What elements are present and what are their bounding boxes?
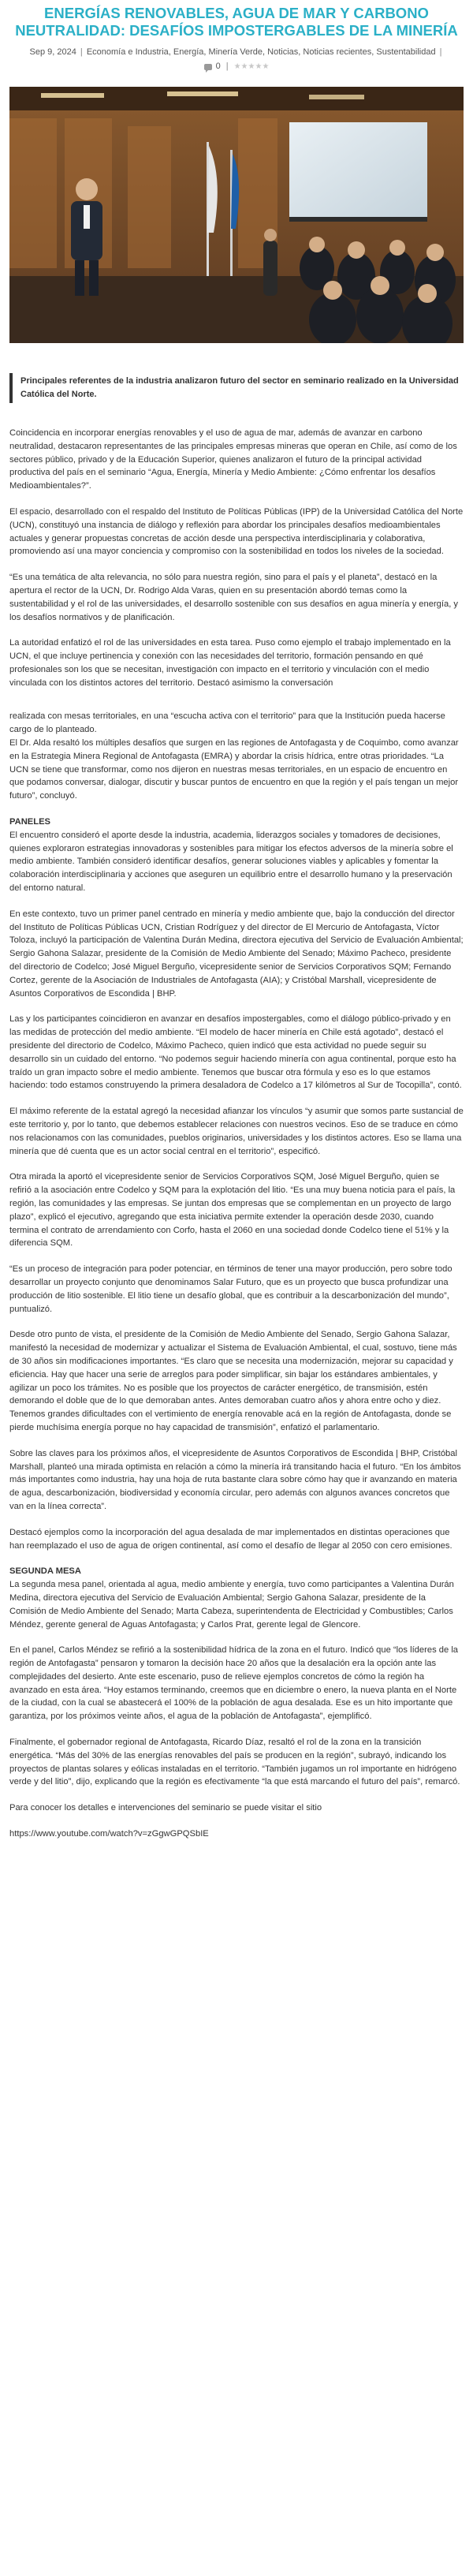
article-paragraph: realizada con mesas territoriales, en una “escucha activa con el territorio” para que la Institución pueda hacerse cargo de lo planteado. El Dr. Alda resaltó los múltiples desafíos que surgen en las regiones de Antofagasta y de Coquimbo, como avanzar en la Estrategia Minera Regional de Antofagasta (EMRA) y abordar la crisis hídrica, entre otras prioridades. “La UCN se tiene que transformar, como nos dijeron en nuestras mesas territoriales, en un espacio de encuentro en que podamos conversar, dialogar, discutir y buscar puntos de encuentro en que la región y el país tengan un mejor futuro”, concluyó. — [9, 711, 459, 801]
rating-stars[interactable]: ★★★★★ — [233, 62, 270, 72]
category-link[interactable]: Energía — [173, 47, 204, 57]
article-paragraph: Coincidencia en incorporar energías renovables y el uso de agua de mar, además de avanzar en carbono neutralidad, destacaron representantes de las principales empresas mineras que operan en Chile, así como de los sectores público, privado y de la Educación Superior, quienes analizaron el futuro de la principal actividad productiva del país en el seminario “Agua, Energía, Minería y Medio Ambiente: ¿Cómo enfrentar los desafíos Medioambientales?”. — [9, 427, 457, 491]
comment-count[interactable]: 0 — [215, 62, 221, 72]
image-caption: Principales referentes de la industria analizaron futuro del sector en seminario realizado en la Universidad Católica del Norte. — [9, 373, 464, 403]
article-paragraph: El espacio, desarrollado con el respaldo del Instituto de Políticas Públicas (IPP) de la Universidad Católica del Norte (UCN), constituyó una instancia de diálogo y reflexión para abordar los principales desafíos medioambientales actuales y generar propuestas concretas de acción desde una perspectiva interdisciplinaria y colaborativa, promoviendo así una mayor conciencia y compromiso con la sostenibilidad en todos los niveles de la sociedad. — [9, 506, 464, 557]
meta-row-1: Sep 9, 2024 | Economía e Industria, Energía, Minería Verde, Noticias, Noticias recientes, Sustentabilidad | — [29, 47, 442, 57]
article-paragraph: En este contexto, tuvo un primer panel centrado en minería y medio ambiente que, bajo la conducción del director del Instituto de Políticas Públicas UCN, Cristian Rodríguez y del director de El Mercurio de Antofagasta, Víctor Toloza, incluyó la participación de Valentina Durán Medina, directora ejecutiva del Servicio de Evaluación Ambiental; Sergio Gahona Salazar, presidente de la Comisión de Medio Ambiente del Senado; Máximo Pacheco, presidente del directorio de Codelco; José Miguel Berguño, vicepresidente senior de Servicios Corporativos SQM; Fernando Cortez, gerente de la Asociación de Industriales de Antofagasta (AIA); y Cristóbal Marshall, vicepresidente de Asuntos Corporativos de Escondida | BHP. — [9, 909, 464, 999]
article-body — [9, 427, 464, 1841]
youtube-link[interactable]: https://www.youtube.com/watch?v=zGgwGPQSbIE — [9, 1829, 209, 1839]
article-title: ENERGÍAS RENOVABLES, AGUA DE MAR Y CARBONO NEUTRALIDAD: DESAFÍOS IMPOSTERGABLES DE LA MINERÍA — [15, 5, 458, 39]
article-paragraph: Destacó ejemplos como la incorporación del agua desalada de mar implementados en distintas operaciones que han reemplazado el uso de agua de origen continental, así como el desafío de llegar al 2050 con cero emisiones. — [9, 1527, 453, 1551]
article-paragraph: Desde otro punto de vista, el presidente de la Comisión de Medio Ambiente del Senado, Sergio Gahona Salazar, manifestó la necesidad de modernizar y actualizar el Sistema de Evaluación Ambiental, el cual, sostuvo, tiene más de 30 años sin modificaciones importantes. “Es claro que se necesita una modernización, mejorar su capacidad y eficiencia. Hay que hacer una serie de arreglos para poder simplificar, sin bajar los estándares ambientales, y agilizar un poco los trámites. No es posible que los proyectos de carácter energético, de transmisión, estén demorando el doble que de lo que demoraban antes. Antes demoraban cuatro años y ahora entre ocho y diez. Tenemos grandes dificultades con el vertimiento de energía renovable acá en la región de Antofagasta, donde se pierde muchísima energía porque no hay capacidad de transmisión”, enfatizó el parlamentario. — [9, 1330, 457, 1432]
article-paragraph: El máximo referente de la estatal agregó la necesidad afianzar los vínculos “y asumir que somos parte sustancial de este territorio y, por lo tanto, que debemos establecer relaciones con nuestros vecinos. Eso de se traduce en cómo nos relacionamos con las comunidades, pueblos originarios, universidades y los distintos actores. Eso se llama una minería que dé cuenta que es un actor social central en el territorio”, especificó. — [9, 1107, 464, 1156]
section-heading-paneles: PANELES — [9, 817, 51, 827]
article-paragraph: Para conocer los detalles e intervenciones del seminario se puede visitar el sitio — [9, 1803, 322, 1813]
article-paragraph: Las y los participantes coincidieron en avanzar en desafíos impostergables, como el diálogo público-privado y en las medidas de protección del medio ambiente. “El modelo de hacer minería en Chile está agotado”, destacó el presidente del directorio de Codelco, Máximo Pacheco, quien indicó que esta actividad no puede seguir su desarrollo sin un cuidado del entorno. “No podemos seguir haciendo minería con agua continental, porque esto ha traído un gran impacto sobre el medio ambiente. Tenemos que buscar otra fórmula y eso es lo que estamos haciendo: todo estamos construyendo la primera desaladora de Codelco a 17 kilómetros al Sur de Tocopilla”, contó. — [9, 1014, 462, 1091]
meta-separator: | — [80, 47, 83, 57]
article-paragraph: Finalmente, el gobernador regional de Antofagasta, Ricardo Díaz, resaltó el rol de la zona en la transición energética. “Más del 30% de las energías renovables del país se producen en la región”, subrayó, indicando los proyectos de plantas solares y eólicas instaladas en el territorio. “También jugamos un rol importante en hidrógeno verde y del litio”, dijo, explicando que la región es efectivamente “la que está marcando el futuro del país”, remarcó. — [9, 1738, 460, 1787]
category-link[interactable]: Minería Verde — [208, 47, 263, 57]
article-paragraph: La autoridad enfatizó el rol de las universidades en esta tarea. Puso como ejemplo el trabajo implementado en la UCN, el que incluye pertinencia y conexión con las necesidades del territorio, formación pensando en qué profesionales son los que se necesitan, investigación con impacto en el territorio y vinculación con el medio vinculada con los distintos actores del territorio. Destacó asimismo la conversación — [9, 638, 451, 688]
article-paragraph: En el panel, Carlos Méndez se refirió a la sostenibilidad hídrica de la zona en el futuro. Indicó que “los líderes de la región de Antofagasta” pensaron y tomaron la decisión hace 20 años que la desalación era la opción ante las complejidades del desierto. Ante este escenario, puso de relieve ejemplos concretos de cómo la región ha avanzado en esta área. “Hoy estamos terminando, creemos que en diciembre o enero, la nueva planta en el Norte de la ciudad, con la cual se abastecerá el 100% de la población de agua desalada. Ese es un hito importante que garantiza, por los próximos veinte años, el agua de la población de Antofagasta”, ejemplificó. — [9, 1645, 459, 1722]
article-paragraph: “Es un proceso de integración para poder potenciar, en términos de tener una mayor producción, pero sobre todo desarrollar un proyecto conjunto que denominamos Salar Futuro, que es un proyecto que busca profundizar una producción de litio sostenible. El litio tiene un desafío global, que es contribuir a la descarbonización del mundo”, puntualizó. — [9, 1264, 453, 1314]
category-link[interactable]: Noticias — [267, 47, 299, 57]
article-paragraph: Sobre las claves para los próximos años, el vicepresidente de Asuntos Corporativos de Escondida | BHP, Cristóbal Marshall, planteó una mirada optimista en relación a cómo la minería irá transitando hacia el futuro. “En los ámbitos más importantes como industria, hay una hoja de ruta bastante clara sobre cómo hay que ir avanzando en materia de agua, descarbonización, biodiversidad y economía circular, pero además con algunos avances concretos que van en la línea correcta”. — [9, 1448, 461, 1511]
post-date: Sep 9, 2024 — [29, 47, 76, 57]
meta-separator: | — [225, 62, 229, 72]
post-meta — [8, 46, 465, 74]
category-link[interactable]: Sustentabilidad — [376, 47, 436, 57]
category-link[interactable]: Economía e Industria — [86, 47, 169, 57]
article-paragraph: “Es una temática de alta relevancia, no sólo para nuestra región, sino para el país y el planeta”, destacó en la apertura el rector de la UCN, Dr. Rodrigo Alda Varas, quien en su presentación abordó temas como la sustentabilidad y el rol de las universidades, el desarrollo sostenible con sus desafíos en agua minería y energía, y los desafíos normativos y de planificación. — [9, 573, 459, 622]
comment-icon[interactable] — [204, 64, 212, 70]
article-paragraph: Otra mirada la aportó el vicepresidente senior de Servicios Corporativos SQM, José Miguel Berguño, quien se refirió a la asociación entre Codelco y SQM para la explotación del litio. “Es una muy buena noticia para el país, la región, las comunidades y las empresas. Se juntan dos empresas que se complementan en un proyecto de largo plazo”, explicó el ejecutivo, agregando que esta iniciativa permite extender la operación desde 2030, cuando termina el contrato de arrendamiento con Corfo, hasta el 2060 en una sociedad donde Codelco tiene el 51% y la diferencia SQM. — [9, 1172, 456, 1249]
meta-separator: | — [439, 47, 442, 57]
featured-photo — [9, 87, 464, 343]
article-paragraph: El encuentro consideró el aporte desde la industria, academia, liderazgos sociales y tomadores de decisiones, quienes exploraron estrategias innovadoras y sostenibles para mitigar los efectos adversos de la minería sobre el medio ambiente. También consideró identificar desafíos, generar soluciones viables y aplicables y fomentar la colaboración interdisciplinaria y acciones que aseguren un equilibrio entre el desarrollo humano y la preservación del entorno natural. — [9, 830, 453, 894]
article-paragraph: La segunda mesa panel, orientada al agua, medio ambiente y energía, tuvo como participantes a Valentina Durán Medina, directora ejecutiva del Servicio de Evaluación Ambiental; Sergio Gahona Salazar, presidente de la Comisión de Medio Ambiente del Senado; Marta Cabeza, superintendenta de Electricidad y Combustibles; Carlos Méndez, gerente general de Aguas Antofagasta; y Carlos Prat, gerente legal de Glencore. — [9, 1580, 454, 1630]
featured-image — [9, 87, 464, 343]
section-heading-segunda-mesa: SEGUNDA MESA — [9, 1566, 81, 1577]
meta-row-2 — [8, 60, 465, 74]
category-link[interactable]: Noticias recientes — [303, 47, 372, 57]
